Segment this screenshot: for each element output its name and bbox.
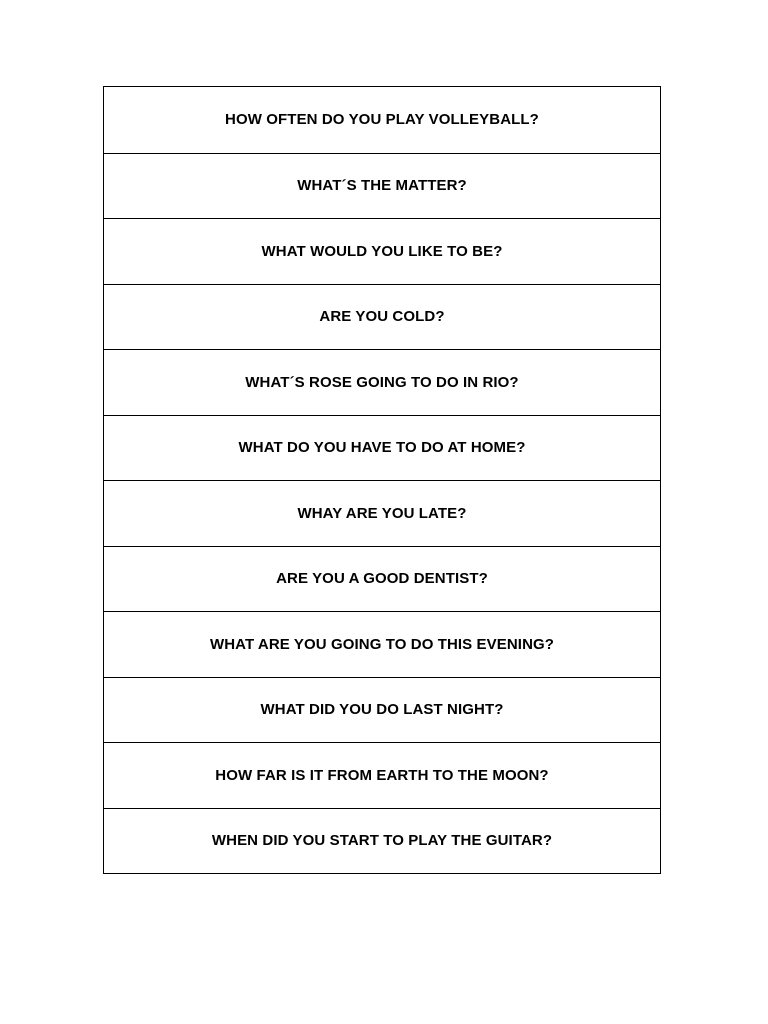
question-row [104,480,660,546]
question-row [104,153,660,219]
question-row [104,218,660,284]
question-text: WHAT´S ROSE GOING TO DO IN RIO? [245,373,519,391]
question-row [104,349,660,415]
question-text: WHAT DID YOU DO LAST NIGHT? [260,701,504,719]
question-row [104,808,660,874]
question-text: ARE YOU COLD? [319,308,445,326]
question-text: HOW OFTEN DO YOU PLAY VOLLEYBALL? [225,111,539,129]
question-row [104,415,660,481]
question-row [104,284,660,350]
question-text: WHEN DID YOU START TO PLAY THE GUITAR? [211,832,553,850]
question-row [104,742,660,808]
question-text: WHAT ARE YOU GOING TO DO THIS EVENING? [209,635,555,653]
question-row [104,546,660,612]
question-row [104,611,660,677]
question-row [104,677,660,743]
question-text: WHAY ARE YOU LATE? [297,504,467,522]
question-text: WHAT DO YOU HAVE TO DO AT HOME? [238,439,526,457]
question-table [103,86,661,874]
question-text: HOW FAR IS IT FROM EARTH TO THE MOON? [215,766,549,784]
question-text: WHAT´S THE MATTER? [297,177,467,195]
question-text: ARE YOU A GOOD DENTIST? [276,570,488,588]
question-row [104,87,660,153]
question-text: WHAT WOULD YOU LIKE TO BE? [261,242,503,260]
